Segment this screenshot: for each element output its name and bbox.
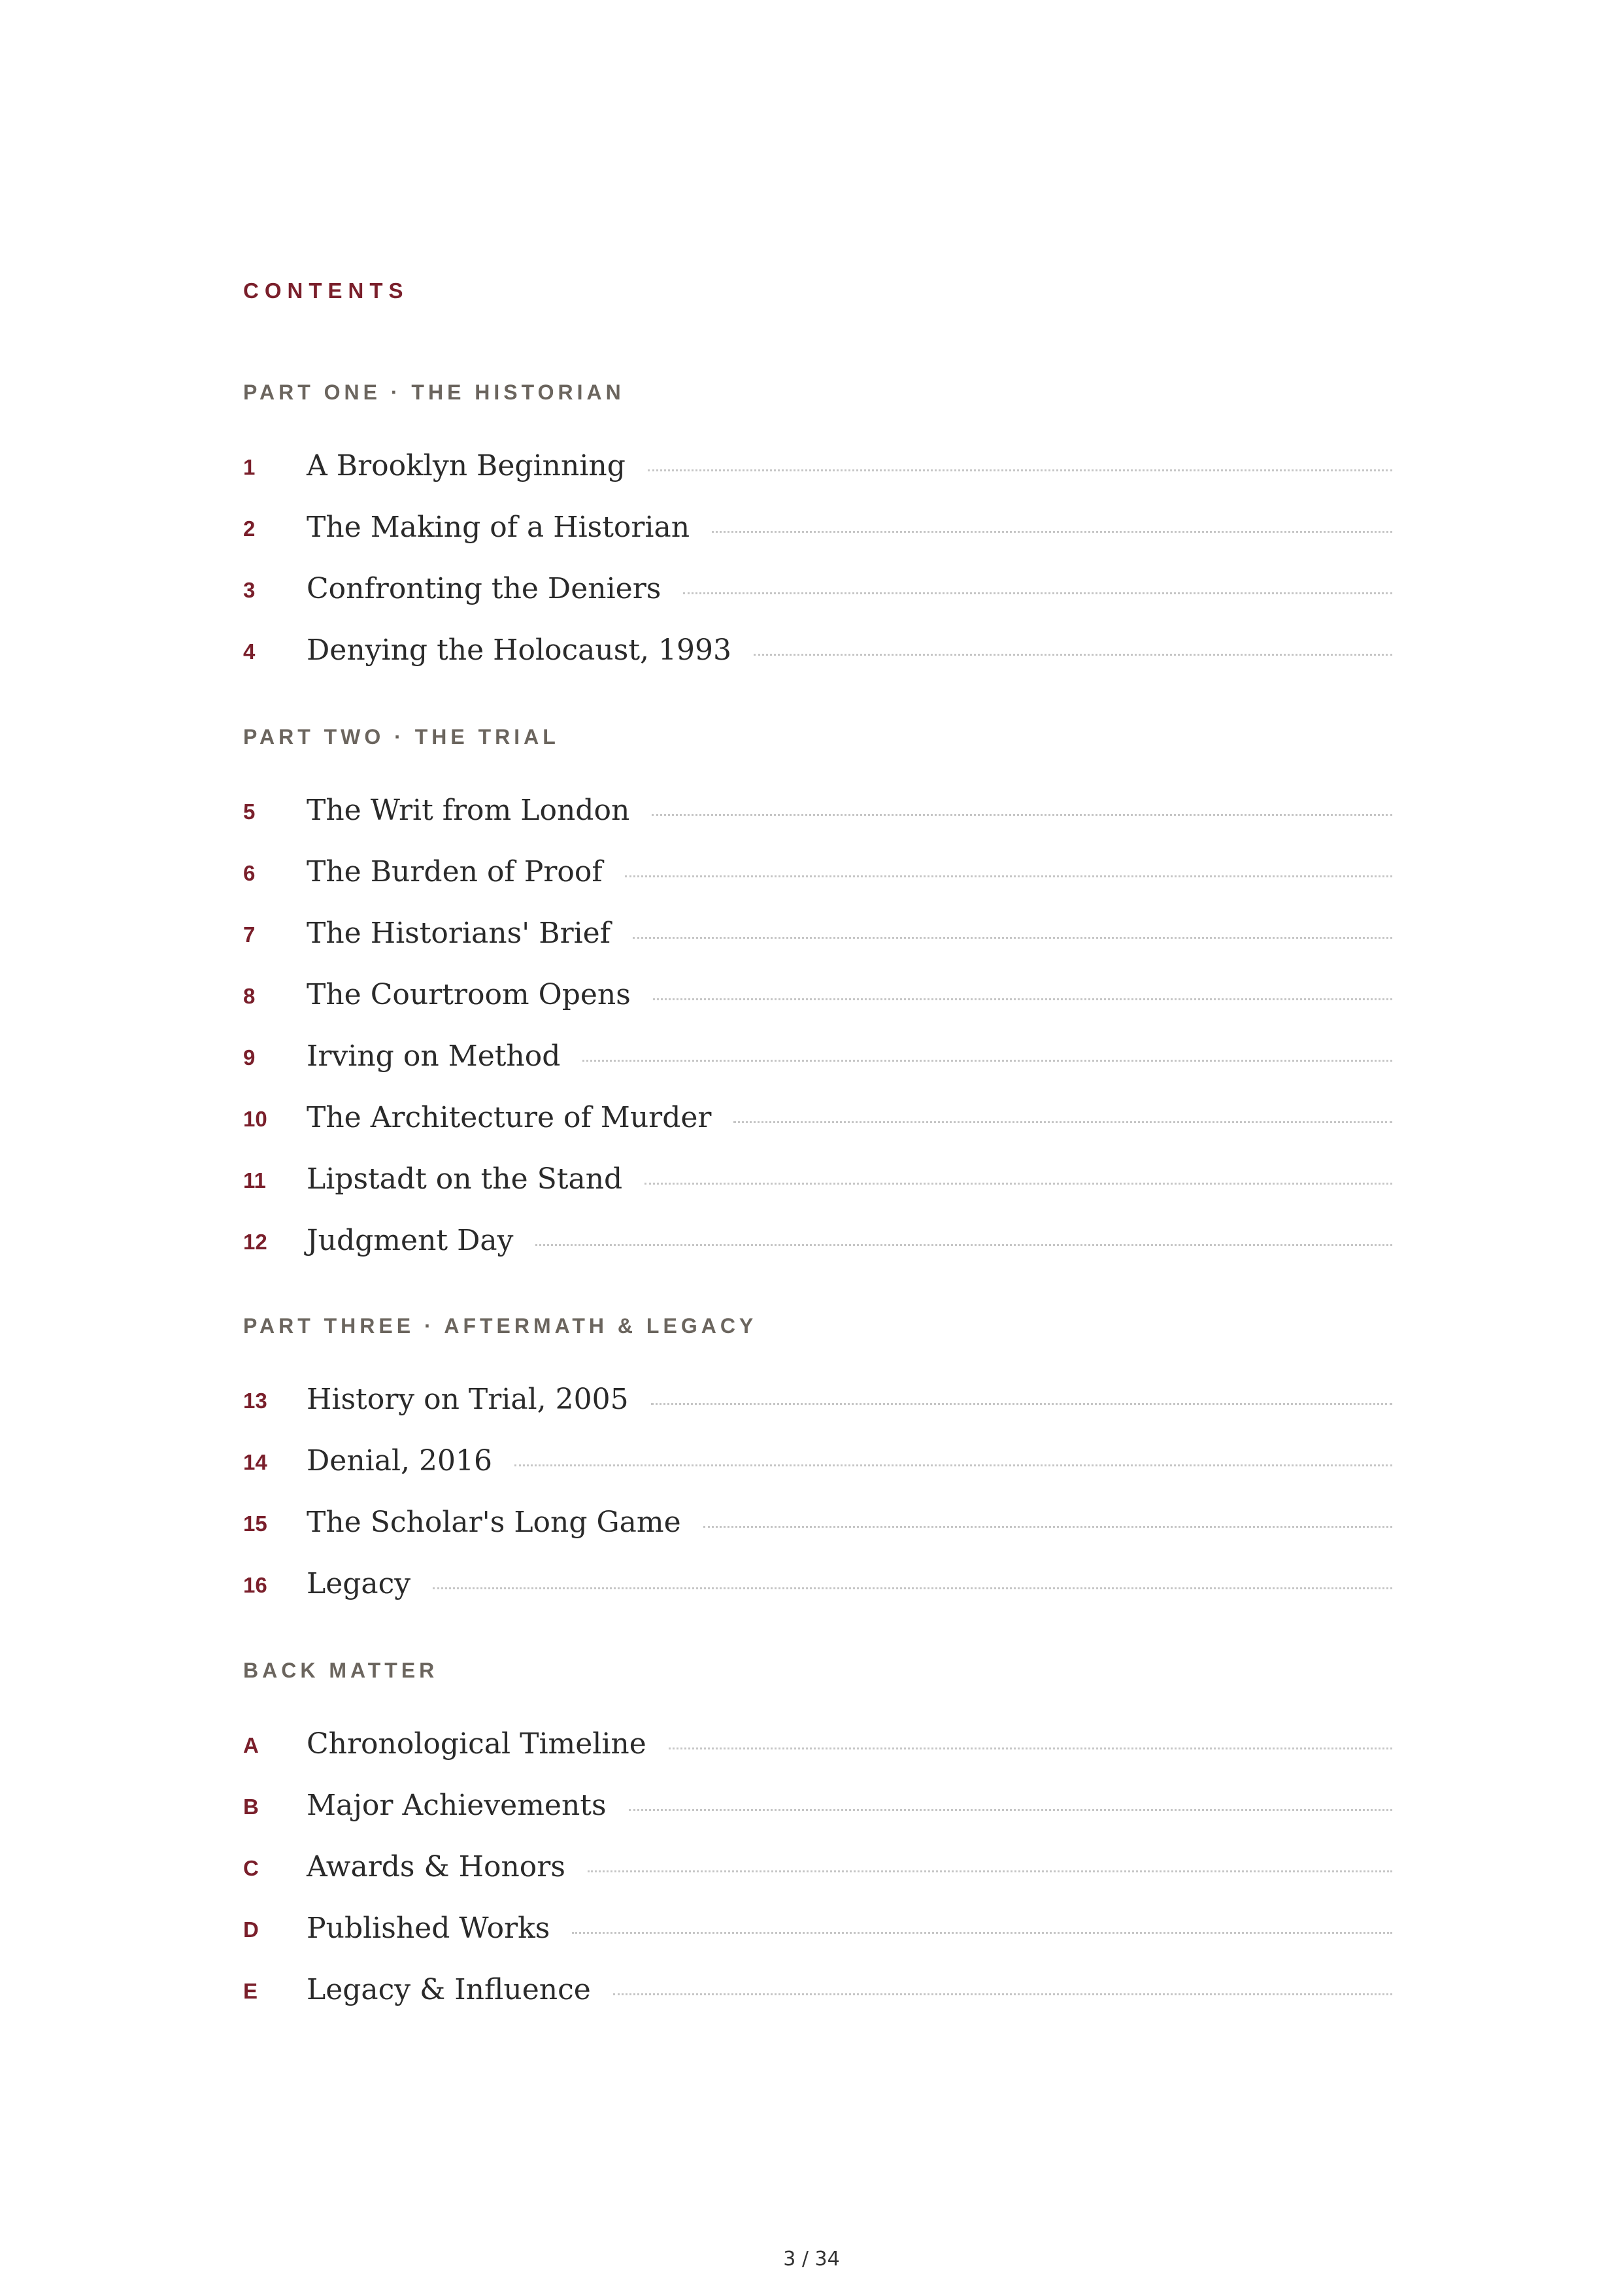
dot-leader [754, 654, 1392, 656]
entry-title: Lipstadt on the Stand [307, 1162, 623, 1196]
dot-leader [582, 1060, 1392, 1062]
dot-leader [629, 1809, 1392, 1811]
entry-title: Denial, 2016 [307, 1443, 492, 1477]
toc-entry[interactable] [243, 1087, 1392, 1148]
entry-number: 4 [243, 639, 256, 664]
toc-entry[interactable] [243, 1368, 1392, 1430]
entry-number: 14 [243, 1450, 267, 1474]
dot-leader [703, 1526, 1392, 1528]
entry-list [243, 1368, 1392, 1614]
entry-number: C [243, 1856, 259, 1880]
entry-title: The Architecture of Murder [307, 1100, 712, 1134]
entry-list [243, 779, 1392, 1271]
entry-number: E [243, 1979, 258, 2003]
toc-entry[interactable] [243, 1836, 1392, 1897]
dot-leader [633, 937, 1392, 939]
entry-title: The Courtroom Opens [307, 977, 631, 1011]
entry-number: 9 [243, 1045, 256, 1070]
dot-leader [683, 592, 1392, 594]
entry-title: The Burden of Proof [307, 854, 603, 888]
toc-entry[interactable] [243, 964, 1392, 1025]
entry-title: Legacy [307, 1566, 411, 1600]
entry-title: Legacy & Influence [307, 1972, 591, 2006]
dot-leader [588, 1870, 1392, 1872]
entry-title: Irving on Method [307, 1039, 561, 1073]
toc-entry[interactable] [243, 496, 1392, 558]
entry-number: B [243, 1795, 259, 1819]
toc-entry[interactable] [243, 1959, 1392, 2020]
toc-section-part-two [243, 724, 1392, 1271]
entry-number: 8 [243, 984, 256, 1008]
entry-list [243, 1713, 1392, 2020]
section-heading: PART ONE · THE HISTORIAN [243, 380, 625, 404]
toc-section-part-three [243, 1313, 1392, 1614]
toc-entry[interactable] [243, 1491, 1392, 1553]
toc-entry[interactable] [243, 841, 1392, 902]
dot-leader [644, 1183, 1392, 1185]
dot-leader [613, 1993, 1392, 1995]
dot-leader [669, 1747, 1392, 1749]
toc-entry[interactable] [243, 1148, 1392, 1209]
entry-title: The Historians' Brief [307, 916, 611, 950]
entry-number: 7 [243, 922, 256, 947]
toc-entry[interactable] [243, 1430, 1392, 1491]
dot-leader [648, 469, 1392, 471]
entry-number: 10 [243, 1107, 267, 1131]
dot-leader [712, 531, 1392, 533]
entry-number: 5 [243, 800, 256, 824]
toc-entry[interactable] [243, 1209, 1392, 1271]
entry-number: 1 [243, 455, 256, 479]
dot-leader [733, 1121, 1392, 1123]
entry-number: 13 [243, 1389, 267, 1413]
entry-number: 12 [243, 1230, 267, 1254]
toc-entry[interactable] [243, 1897, 1392, 1959]
toc-entry[interactable] [243, 435, 1392, 496]
dot-leader [514, 1464, 1392, 1466]
entry-number: 15 [243, 1511, 267, 1536]
contents-title: CONTENTS [243, 279, 409, 303]
dot-leader [572, 1932, 1392, 1934]
entry-title: The Making of a Historian [307, 510, 690, 544]
entry-number: 2 [243, 516, 256, 541]
section-heading: BACK MATTER [243, 1659, 439, 1682]
entry-title: Confronting the Deniers [307, 571, 661, 605]
dot-leader [653, 998, 1392, 1000]
entry-number: 3 [243, 578, 256, 602]
entry-title: Denying the Holocaust, 1993 [307, 633, 731, 667]
section-heading: PART TWO · THE TRIAL [243, 725, 560, 749]
entry-number: 6 [243, 861, 256, 885]
entry-title: Major Achievements [307, 1788, 607, 1822]
entry-title: Published Works [307, 1911, 550, 1945]
toc-entry[interactable] [243, 619, 1392, 681]
entry-title: Awards & Honors [307, 1849, 565, 1883]
toc-entry[interactable] [243, 1025, 1392, 1087]
entry-number: 16 [243, 1573, 267, 1597]
entry-title: The Writ from London [307, 793, 630, 827]
dot-leader [625, 875, 1392, 877]
toc-section-part-one [243, 379, 1392, 681]
toc-entry[interactable] [243, 902, 1392, 964]
toc-entry[interactable] [243, 558, 1392, 619]
dot-leader [433, 1587, 1392, 1589]
toc-entry[interactable] [243, 779, 1392, 841]
entry-title: A Brooklyn Beginning [307, 448, 626, 482]
toc-section-back-matter [243, 1657, 1392, 2020]
section-heading: PART THREE · AFTERMATH & LEGACY [243, 1314, 758, 1338]
page-indicator: 3 / 34 [783, 2248, 840, 2271]
entry-number: A [243, 1733, 259, 1757]
dot-leader [652, 814, 1392, 816]
entry-title: History on Trial, 2005 [307, 1382, 629, 1416]
toc-entry[interactable] [243, 1553, 1392, 1614]
entry-title: Judgment Day [307, 1223, 514, 1257]
entry-number: D [243, 1917, 259, 1942]
entry-list [243, 435, 1392, 681]
toc-entry[interactable] [243, 1713, 1392, 1774]
entry-title: The Scholar's Long Game [307, 1505, 681, 1539]
dot-leader [535, 1244, 1392, 1246]
toc-entry[interactable] [243, 1774, 1392, 1836]
dot-leader [651, 1403, 1392, 1405]
entry-title: Chronological Timeline [307, 1727, 646, 1761]
entry-number: 11 [243, 1168, 266, 1192]
